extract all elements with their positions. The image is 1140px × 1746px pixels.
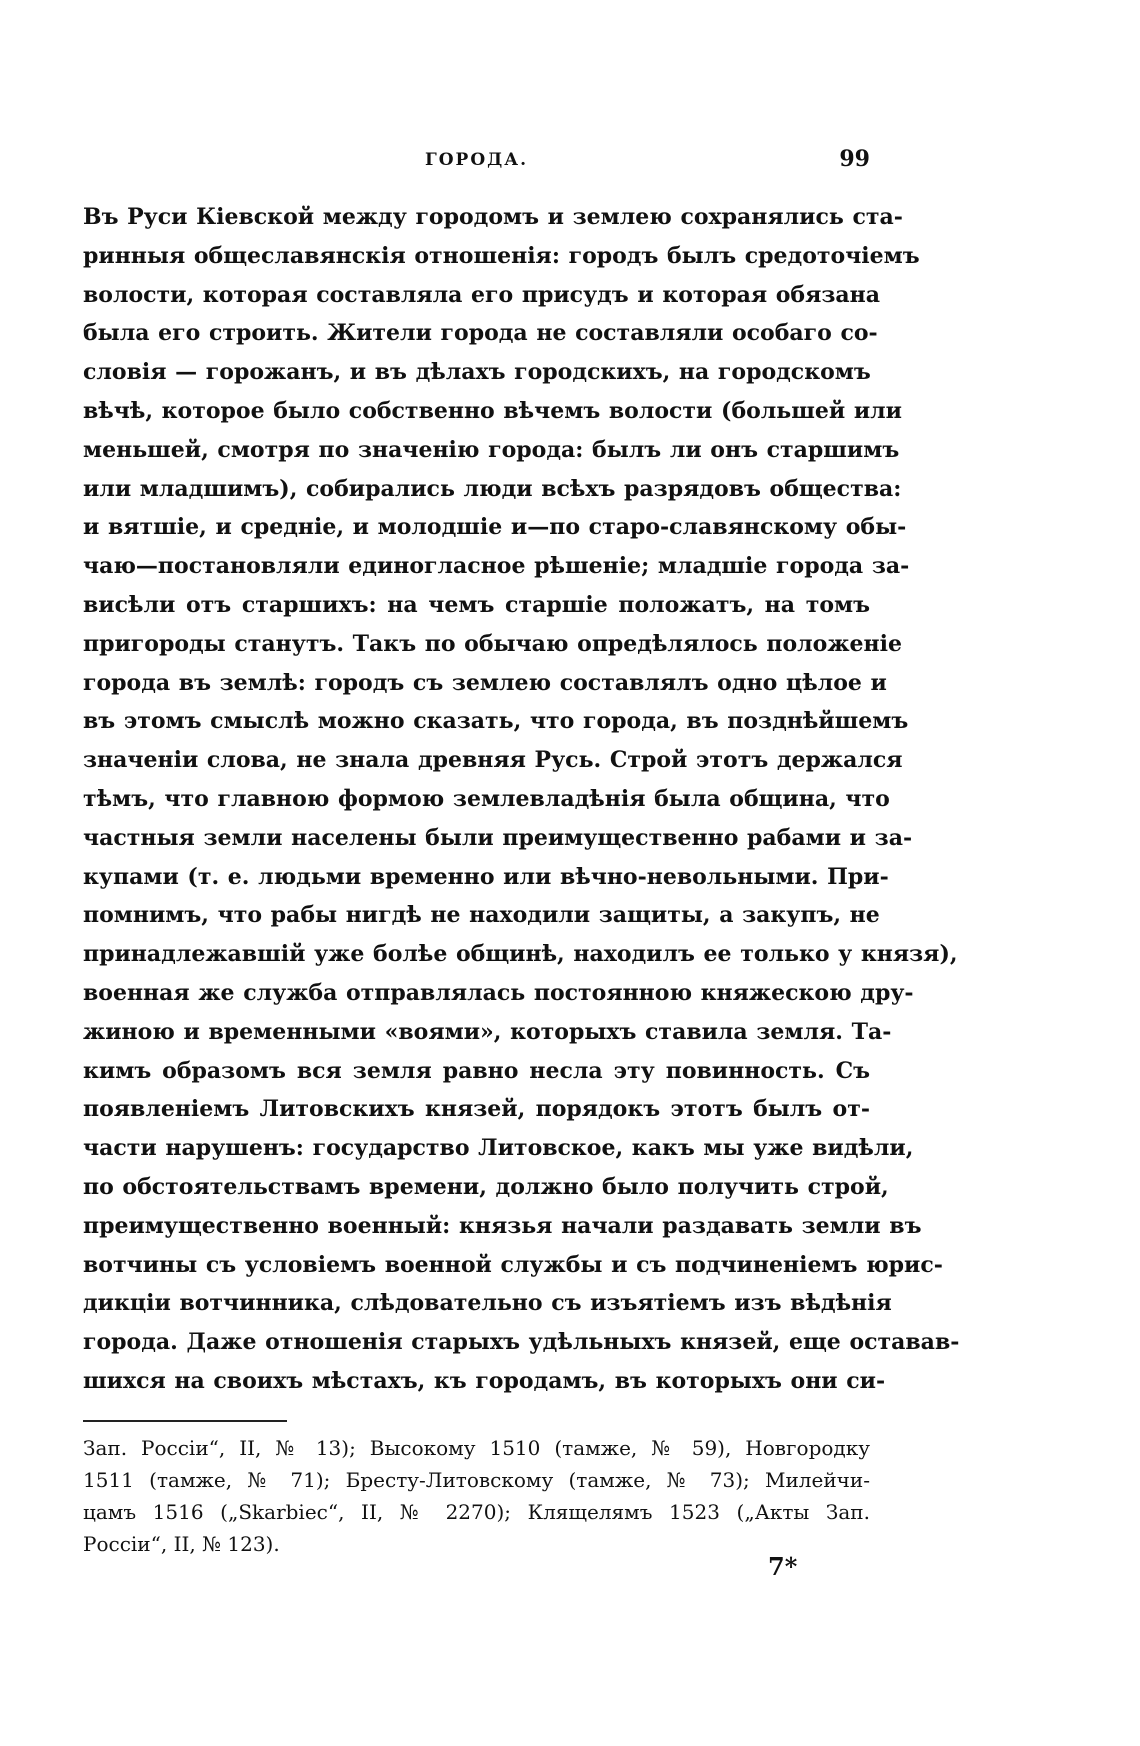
text-line: военная же служба отправлялась постоянною княжескою дру- (83, 979, 914, 1006)
text-line: преимущественно военный: князья начали раздавать земли въ (83, 1212, 922, 1239)
text-line: значеніи слова, не знала древняя Русь. Строй этотъ держался (83, 747, 903, 774)
text-line: вѣчѣ, которое было собственно вѣчемъ волости (большей или (83, 397, 903, 424)
text-line: волости, которая составляла его присудъ и которая обязана (83, 281, 880, 308)
text-line: меньшей, смотря по значенію города: былъ ли онъ старшимъ (83, 436, 900, 463)
text-line: города въ землѣ: городъ съ землею составлялъ одно цѣлое и (83, 669, 887, 696)
text-line: тѣмъ, что главною формою землевладѣнія была община, что (83, 785, 890, 812)
text-line: словія — горожанъ, и въ дѣлахъ городскихъ, на городскомъ (83, 359, 871, 386)
text-line: Въ Руси Кіевской между городомъ и землею сохранялись ста- (83, 204, 903, 230)
footnote-line: цамъ 1516 („Skarbiec“, II, № 2270); Клящелямъ 1523 („Акты Зап. (83, 1500, 870, 1524)
footnote (83, 1432, 870, 1560)
text-line: была его строить. Жители города не составляли особаго со- (83, 320, 878, 347)
text-line: и вятшіе, и средніе, и молодшіе и—по старо-славянскому обы- (83, 514, 907, 541)
text-line: дикціи вотчинника, слѣдовательно съ изъятіемъ изъ вѣдѣнія (83, 1290, 892, 1317)
signature-mark: 7* (768, 1552, 798, 1581)
page-header (83, 146, 870, 180)
text-line: города. Даже отношенія старыхъ удѣльныхъ князей, еще оставав- (83, 1329, 960, 1356)
text-line: появленіемъ Литовскихъ князей, порядокъ этотъ былъ от- (83, 1096, 870, 1123)
text-line: части нарушенъ: государство Литовское, какъ мы уже видѣли, (83, 1135, 914, 1162)
text-line: шихся на своихъ мѣстахъ, къ городамъ, въ которыхъ они си- (83, 1367, 886, 1394)
footnote-line: Зап. Россіи“, II, № 13); Высокому 1510 (тамже, № 59), Новгородку (83, 1436, 870, 1460)
text-line: по обстоятельствамъ времени, должно было получить строй, (83, 1173, 889, 1200)
text-line: или младшимъ), собирались люди всѣхъ разрядовъ общества: (83, 475, 902, 502)
text-line: купами (т. е. людьми временно или вѣчно-невольными. При- (83, 863, 889, 890)
text-line: ринныя общеславянскія отношенія: городъ былъ средоточіемъ (83, 242, 920, 269)
running-head: ГОРОДА. (424, 150, 529, 170)
text-line: частныя земли населены были преимущественно рабами и за- (83, 824, 913, 851)
text-line: чаю—постановляли единогласное рѣшеніе; младшіе города за- (83, 553, 910, 580)
footnote-line: 1511 (тамже, № 71); Бресту-Литовскому (тамже, № 73); Милейчи- (83, 1468, 870, 1492)
text-line: висѣли отъ старшихъ: на чемъ старшіе положатъ, на томъ (83, 591, 870, 618)
page-number: 99 (839, 146, 870, 172)
footnote-line: Россіи“, II, № 123). (83, 1532, 280, 1556)
text-line: помнимъ, что рабы нигдѣ не находили защиты, а закупъ, не (83, 902, 880, 929)
text-line: кимъ образомъ вся земля равно несла эту повинность. Съ (83, 1057, 870, 1084)
text-line: принадлежавшій уже болѣе общинѣ, находилъ ее только у князя), (83, 941, 958, 968)
text-line: въ этомъ смыслѣ можно сказать, что города, въ позднѣйшемъ (83, 708, 909, 735)
text-line: жиною и временными «воями», которыхъ ставила земля. Та- (83, 1018, 892, 1045)
text-line: вотчины съ условіемъ военной службы и съ подчиненіемъ юрис- (83, 1251, 943, 1278)
body-text (83, 198, 960, 1401)
text-line: пригороды станутъ. Такъ по обычаю опредѣлялось положеніе (83, 630, 903, 657)
footnote-divider (83, 1420, 287, 1422)
